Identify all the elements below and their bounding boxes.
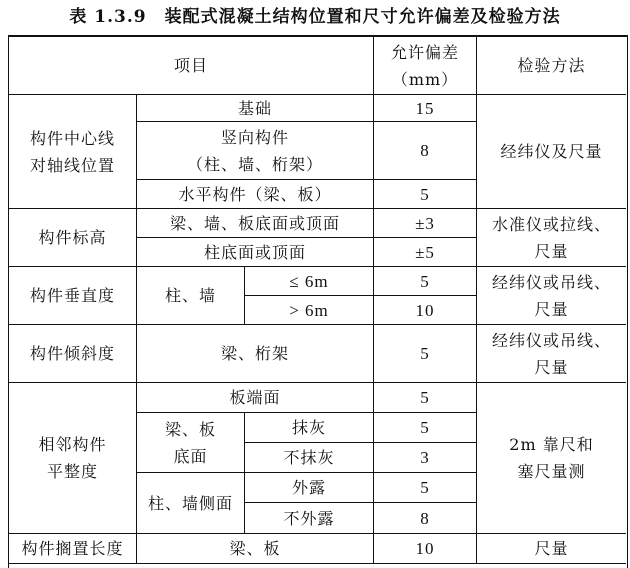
foundation-label xyxy=(137,95,374,122)
bearing-label xyxy=(9,534,137,564)
unplastered-label xyxy=(245,443,374,473)
foundation-value xyxy=(374,95,477,122)
elevation-label-text: 构件标高 xyxy=(38,228,107,247)
plate-end-value-text: 5 xyxy=(420,388,430,407)
table-title: 表 1.3.9 装配式混凝土结构位置和尺寸允许偏差及检验方法 xyxy=(69,7,561,27)
horizontal-member-text: 水平构件（梁、板） xyxy=(178,184,332,204)
center-line-label-line2: 对轴线位置 xyxy=(29,155,115,175)
unplastered-value xyxy=(374,443,477,473)
bearing-sub xyxy=(137,534,374,564)
verticality-sub xyxy=(137,267,245,325)
elevation-method-line1: 水准仪或拉线、 xyxy=(491,214,611,234)
bearing-method xyxy=(477,534,626,564)
plastered-value-text: 5 xyxy=(420,418,430,437)
verticality-label xyxy=(9,267,137,325)
bearing-sub-text: 梁、板 xyxy=(229,539,281,558)
header-method-label: 检验方法 xyxy=(517,56,586,75)
vertical-member-value-text: 8 xyxy=(420,141,430,160)
plastered-label xyxy=(245,413,374,443)
elevation-sub2-value-text: ±5 xyxy=(415,242,435,262)
elevation-method-line2: 尺量 xyxy=(534,241,569,261)
verticality-cond2-text: > 6m xyxy=(289,300,329,320)
column-side-text: 柱、墙侧面 xyxy=(147,493,233,513)
elevation-sub2-text: 柱底面或顶面 xyxy=(203,242,306,262)
inclination-method xyxy=(477,325,626,383)
header-method xyxy=(477,37,626,95)
verticality-cond2-value-text: 10 xyxy=(415,300,435,320)
center-line-label-line1: 构件中心线 xyxy=(29,128,115,148)
verticality-cond2-value xyxy=(374,296,477,325)
inclination-value-text: 5 xyxy=(420,344,430,363)
plate-end-value xyxy=(374,383,477,413)
elevation-label xyxy=(9,209,137,267)
verticality-sub-text: 柱、墙 xyxy=(164,286,216,305)
inclination-sub-text: 梁、桁架 xyxy=(220,344,289,363)
vertical-member-label xyxy=(137,122,374,180)
column-side-label xyxy=(137,473,245,534)
verticality-method-line2: 尺量 xyxy=(534,299,569,319)
center-line-label xyxy=(9,95,137,209)
inclination-value xyxy=(374,325,477,383)
unexposed-label xyxy=(245,503,374,534)
unexposed-value xyxy=(374,503,477,534)
inclination-sub xyxy=(137,325,374,383)
horizontal-member-value-text: 5 xyxy=(420,184,430,204)
header-tolerance-line1: 允许偏差 xyxy=(390,42,459,62)
beam-bottom-line1: 梁、板 xyxy=(164,419,216,439)
foundation-text: 基础 xyxy=(237,98,272,118)
unplastered-value-text: 3 xyxy=(420,448,430,467)
flatness-method xyxy=(477,383,626,534)
elevation-sub1-value xyxy=(374,209,477,238)
elevation-sub2 xyxy=(137,238,374,267)
inclination-label xyxy=(9,325,137,383)
tolerance-table xyxy=(8,35,628,568)
exposed-text: 外露 xyxy=(291,478,326,497)
center-line-method-text: 经纬仪及尺量 xyxy=(500,142,603,161)
plastered-text: 抹灰 xyxy=(291,418,326,437)
verticality-cond1-text: ≤ 6m xyxy=(289,271,329,291)
foundation-value-text: 15 xyxy=(415,98,435,118)
horizontal-member-label xyxy=(137,180,374,209)
verticality-cond1-value-text: 5 xyxy=(420,271,430,291)
header-tolerance xyxy=(374,37,477,95)
exposed-label xyxy=(245,473,374,503)
horizontal-member-value xyxy=(374,180,477,209)
unplastered-text: 不抹灰 xyxy=(283,448,335,467)
inclination-method-line1: 经纬仪或吊线、 xyxy=(491,330,611,350)
bearing-value xyxy=(374,534,477,564)
elevation-sub1-text: 梁、墙、板底面或顶面 xyxy=(169,213,340,233)
inclination-label-text: 构件倾斜度 xyxy=(29,344,115,363)
header-item xyxy=(9,37,374,95)
flatness-label-line1: 相邻构件 xyxy=(38,435,107,454)
beam-bottom-line2: 底面 xyxy=(173,446,208,466)
flatness-label-line2: 平整度 xyxy=(46,462,98,481)
vertical-member-line2: （柱、墙、桁架） xyxy=(186,154,323,174)
flatness-method-line2: 塞尺量测 xyxy=(517,462,586,481)
unexposed-text: 不外露 xyxy=(283,508,335,528)
bearing-label-text: 构件搁置长度 xyxy=(21,539,124,558)
beam-bottom-label xyxy=(137,413,245,473)
header-tolerance-line2: （mm） xyxy=(391,69,459,89)
plate-end-label xyxy=(137,383,374,413)
elevation-sub1-value-text: ±3 xyxy=(415,213,435,233)
center-line-method xyxy=(477,95,626,209)
exposed-value-text: 5 xyxy=(420,478,430,497)
elevation-method xyxy=(477,209,626,267)
verticality-method-line1: 经纬仪或吊线、 xyxy=(491,272,611,292)
verticality-method xyxy=(477,267,626,325)
verticality-cond1 xyxy=(245,267,374,296)
verticality-cond1-value xyxy=(374,267,477,296)
flatness-method-line1: 2m 靠尺和 xyxy=(509,435,594,454)
unexposed-value-text: 8 xyxy=(420,508,430,528)
plastered-value xyxy=(374,413,477,443)
inclination-method-line2: 尺量 xyxy=(534,357,569,377)
vertical-member-value xyxy=(374,122,477,180)
elevation-sub2-value xyxy=(374,238,477,267)
flatness-label xyxy=(9,383,137,534)
plate-end-text: 板端面 xyxy=(229,388,281,407)
bearing-value-text: 10 xyxy=(415,539,435,558)
vertical-member-line1: 竖向构件 xyxy=(220,127,289,147)
header-item-label: 项目 xyxy=(173,56,208,75)
verticality-cond2 xyxy=(245,296,374,325)
exposed-value xyxy=(374,473,477,503)
elevation-sub1 xyxy=(137,209,374,238)
bearing-method-text: 尺量 xyxy=(534,539,569,558)
verticality-label-text: 构件垂直度 xyxy=(29,286,115,305)
